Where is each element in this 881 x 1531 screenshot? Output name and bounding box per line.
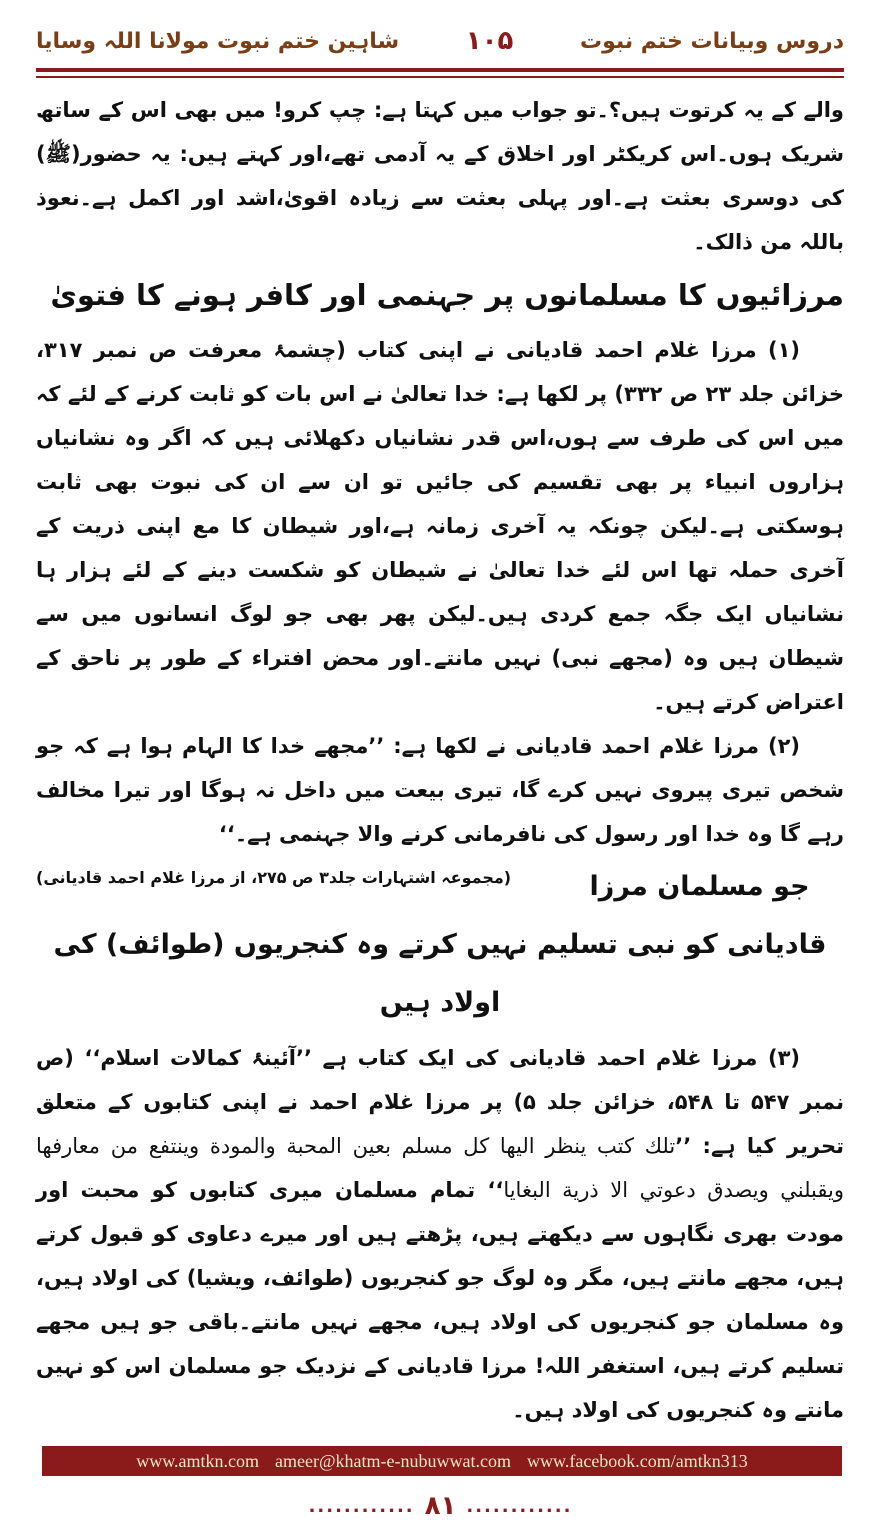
- header-rule-thick: [36, 68, 844, 72]
- paragraph-2-reference: (مجموعہ اشتہارات جلد۳ ص ۲۷۵، از مرزا غلام احمد قادیانی): [36, 868, 512, 887]
- footer-links-band: [42, 1446, 842, 1476]
- section-heading-1: مرزائیوں کا مسلمانوں پر جہنمی اور کافر ہونے کا فتویٰ: [50, 278, 844, 312]
- paragraph-3: [36, 1036, 844, 1432]
- footer-dots-right: ............: [466, 1495, 573, 1517]
- page-footer: [0, 1486, 881, 1526]
- paragraph-3-start: (۳) مرزا غلام احمد قادیانی کی ایک کتاب ہے ’’آئینۂ کمالات اسلام‘‘ (ص نمبر ۵۴۷ تا ۵۴۸، خزائن جلد ۵) پر مرزا غلام احمد نے اپنی کتابوں کے متعلق تحریر کیا ہے: ’’: [36, 1046, 844, 1158]
- paragraph-2-text: (۲) مرزا غلام احمد قادیانی نے لکھا ہے: ’’مجھے خدا کا الہام ہوا ہے کہ جو شخص تیری پیروی نہیں کرے گا، تیری بیعت میں داخل نہ ہوگا اور تیرا مخالف رہے گا وہ خدا اور رسول کی نافرمانی کرنے والا جہنمی ہے۔‘‘: [36, 734, 844, 846]
- paragraph-1: (۱) مرزا غلام احمد قادیانی نے اپنی کتاب (چشمۂ معرفت ص نمبر ۳۱۷، خزائن جلد ۲۳ ص ۳۳۲) پر لکھا ہے: خدا تعالیٰ نے اس بات کو ثابت کرنے کے لئے کہ میں اس کی طرف سے ہوں،اس قدر نشانیاں دکھلائی ہیں کہ اگر وہ نشانیاں ہزاروں انبیاء پر بھی تقسیم کی جائیں تو ان سے ان کی نبوت بھی ثابت ہوسکتی ہے۔لیکن چونکہ یہ آخری زمانہ ہے،اور شیطان کا مع اپنی ذریت کے آخری حملہ تھا اس لئے خدا تعالیٰ نے شیطان کو شکست دینے کے لئے ہزار ہا نشانیاں ایک جگہ جمع کردی ہیں۔لیکن پھر بھی جو لوگ انسانوں میں سے شیطان ہیں وہ (مجھے نبی) نہیں مانتے۔اور محض افتراء کے طور پر ناحق کے اعتراض کرتے ہیں۔: [36, 338, 844, 714]
- facebook-link[interactable]: www.facebook.com/amtkn313: [527, 1450, 748, 1471]
- header-page-number: ۱۰۵: [465, 26, 514, 56]
- author-name: شاہین ختم نبوت مولانا اللہ وسایا: [36, 28, 400, 54]
- paragraph-2: [36, 724, 844, 887]
- email-link[interactable]: ameer@khatm-e-nubuwwat.com: [275, 1450, 512, 1471]
- paragraph-3-rest: ‘‘ تمام مسلمان میری کتابوں کو محبت اور مودت بھری نگاہوں سے دیکھتے ہیں، پڑھتے ہیں اور میرے دعاوی کو قبول کرتے ہیں، مجھے مانتے ہیں، مگر وہ لوگ جو کنجریوں (طوائف، ویشیا) کی اولاد ہیں، وہ مسلمان جو کنجریوں کی اولاد ہیں، مجھے نہیں مانتے۔باقی جو ہیں مجھے تسلیم کرتے ہیں، استغفر اللہ! مرزا قادیانی کے نزدیک جو مسلمان اس کو نہیں مانتے وہ کنجریوں کی اولاد ہیں۔: [36, 1178, 844, 1422]
- paragraph-3-arabic-quote: تلك كتب ينظر اليها كل مسلم بعين المحبة والمودة وينتفع من معارفها ويقبلني ويصدق دعوتي الا ذرية البغايا: [36, 1134, 844, 1202]
- website-link[interactable]: www.amtkn.com: [136, 1450, 260, 1471]
- header-rule-thin: [36, 76, 844, 78]
- page-body: [36, 88, 844, 1438]
- footer-dots-left: ............: [308, 1495, 415, 1517]
- section-heading-2: جو مسلمان مرزا قادیانی کو نبی تسلیم نہیں کرتے وہ کنجریوں (طوائف) کی اولاد ہیں: [53, 871, 827, 1018]
- page-header: [36, 18, 844, 64]
- book-title: دروس وبیانات ختم نبوت: [580, 28, 844, 54]
- footer-page-number: ۸۱: [424, 1491, 457, 1521]
- intro-paragraph: والے کے یہ کرتوت ہیں؟۔تو جواب میں کہتا ہے: چپ کرو! میں بھی اس کے ساتھ شریک ہوں۔اس کریکٹر اور اخلاق کے یہ آدمی تھے،اور کہتے ہیں: یہ حضور(ﷺ) کی دوسری بعثت ہے۔اور پہلی بعثت سے زیادہ اقویٰ،اشد اور اکمل ہے۔نعوذ باللہ من ذالک۔: [36, 98, 844, 254]
